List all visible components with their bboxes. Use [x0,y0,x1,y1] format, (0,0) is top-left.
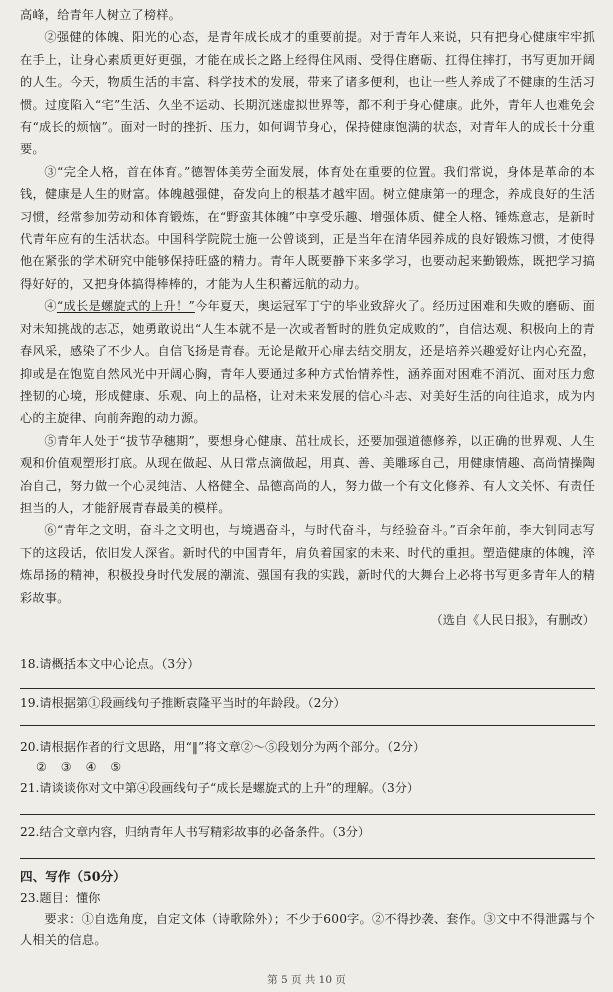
article-paragraph-6: ⑥“青年之文明，奋斗之文明也，与境遇奋斗，与时代奋斗，与经验奋斗。”百余年前，李大钊同志写下的这段话，依旧发人深省。新时代的中国青年，肩负着国家的未来、时代的重担。塑造健康的体魄，淬炼昂扬的精神，积极投身时代发展的潮流、强国有我的实践，新时代的大舞台上必将书写更多青年人的精彩故事。 [20,523,595,605]
question-18-text: 18.请概括本文中心论点。（3分） [20,657,200,671]
question-22 [20,822,595,859]
paragraph-number: ④ [44,299,57,314]
question-20-text: 20.请根据作者的行文思路，用“‖”将文章②～⑤段划分为两个部分。（2分） [20,740,426,754]
question-19-text: 19.请根据第①段画线句子推断袁隆平当时的年龄段。（2分） [20,696,346,710]
article-paragraph-4 [20,295,595,429]
answer-line [20,814,595,815]
article-paragraph-5: ⑤青年人处于“拔节孕穗期”，要想身心健康、茁壮成长，还要加强道德修养，以正确的世界观、人生观和价值观塑形打底。从现在做起、从日常点滴做起，用真、善、美雕琢自己，用健康情趣、高尚情操陶冶自己，努力做一个心灵纯洁、人格健全、品德高尚的人，努力做一个有文化修养、有人文关怀、有责任担当的人，才能舒展青春最美的模样。 [20,433,595,515]
question-22-text: 22.结合文章内容，归纳青年人书写精彩故事的必备条件。（3分） [20,825,371,839]
question-21 [20,778,595,815]
answer-line [20,688,595,689]
article-paragraph-2: ②强健的体魄、阳光的心态，是青年成长成才的重要前提。对于青年人来说，只有把身心健康牢牢抓在手上，让身心素质更好更强，才能在成长之路上经得住风雨、受得住磨砺、扛得住摔打，书写更加开阔的人生。今天，物质生活的丰富、科学技术的发展，带来了诸多便利，也让一些人养成了不健康的生活习惯。过度陷入“宅”生活、久坐不运动、长期沉迷虚拟世界等，都不利于身心健康。此外，青年人也难免会有“成长的烦恼”。面对一时的挫折、压力，如何调节身心，保持健康饱满的状态，对青年人的成长十分重要。 [20,30,595,157]
page-number: 第 5 页 共 10 页 [267,974,346,986]
underlined-sentence: “成长是螺旋式的上升！” [56,299,195,314]
question-20-options: ② ③ ④ ⑤ [36,760,122,774]
answer-line [20,725,595,726]
question-19 [20,693,595,726]
writing-requirements: 要求：①自选角度，自定文体（诗歌除外）；不少于600字。②不得抄袭、套作。③文中不得泄露与个人相关的信息。 [20,912,595,947]
question-20 [20,737,595,777]
article-paragraph-intro: 高峰，给青年人树立了榜样。 [20,8,182,22]
article [20,4,595,631]
question-21-text: 21.请谈谈你对文中第④段画线句子“成长是螺旋式的上升”的理解。（3分） [20,781,420,795]
article-paragraph-4-text: 今年夏天，奥运冠军丁宁的毕业致辞火了。经历过困难和失败的磨砺、面对未知挑战的志忑，她勇敢说出“人生本就不是一次或者暂时的胜负定成败的”，自信达观、积极向上的青春风采，感染了不少人。自信飞扬是青春。无论是敞开心扉去结交朋友，还是培养兴趣爱好让内心充盈，抑或是在饱览自然风光中开阔心胸，青年人要通过多种方式怡情养性，涵养面对困难不消沉、面对压力愈挫韧的心境，形成健康、乐观、向上的品格，让对未来发展的信心斗志、对美好生活的向往追求，成为内心的主旋律、向前奔跑的动力源。 [20,299,596,426]
article-source: （选自《人民日报》，有删改） [430,612,595,627]
answer-line [20,858,595,859]
question-23-title: 23.题目：懂你 [20,891,101,905]
question-18 [20,654,595,689]
section-title: 四、写作（50分） [20,869,126,884]
writing-section [20,866,595,951]
article-paragraph-3: ③“完全人格，首在体育。”德智体美劳全面发展，体育处在重要的位置。我们常说，身体是革命的本钱，健康是人生的财富。体魄越强健，奋发向上的根基才越牢固。树立健康第一的理念，养成良好的生活习惯，经常参加劳动和体育锻炼，在“野蛮其体魄”中享受乐趣、增强体质、健全人格、锤炼意志，是新时代青年应有的生活状态。中国科学院院士施一公曾谈到，正是当年在清华园养成的良好锻炼习惯，才使得他在紧张的学术研究中能够保持旺盛的精力。青年人既要静下来多学习，也要动起来勤锻炼，既把学习搞得好好的，又把身体搞得棒棒的，才能为人生积蓄远航的动力。 [20,164,595,291]
